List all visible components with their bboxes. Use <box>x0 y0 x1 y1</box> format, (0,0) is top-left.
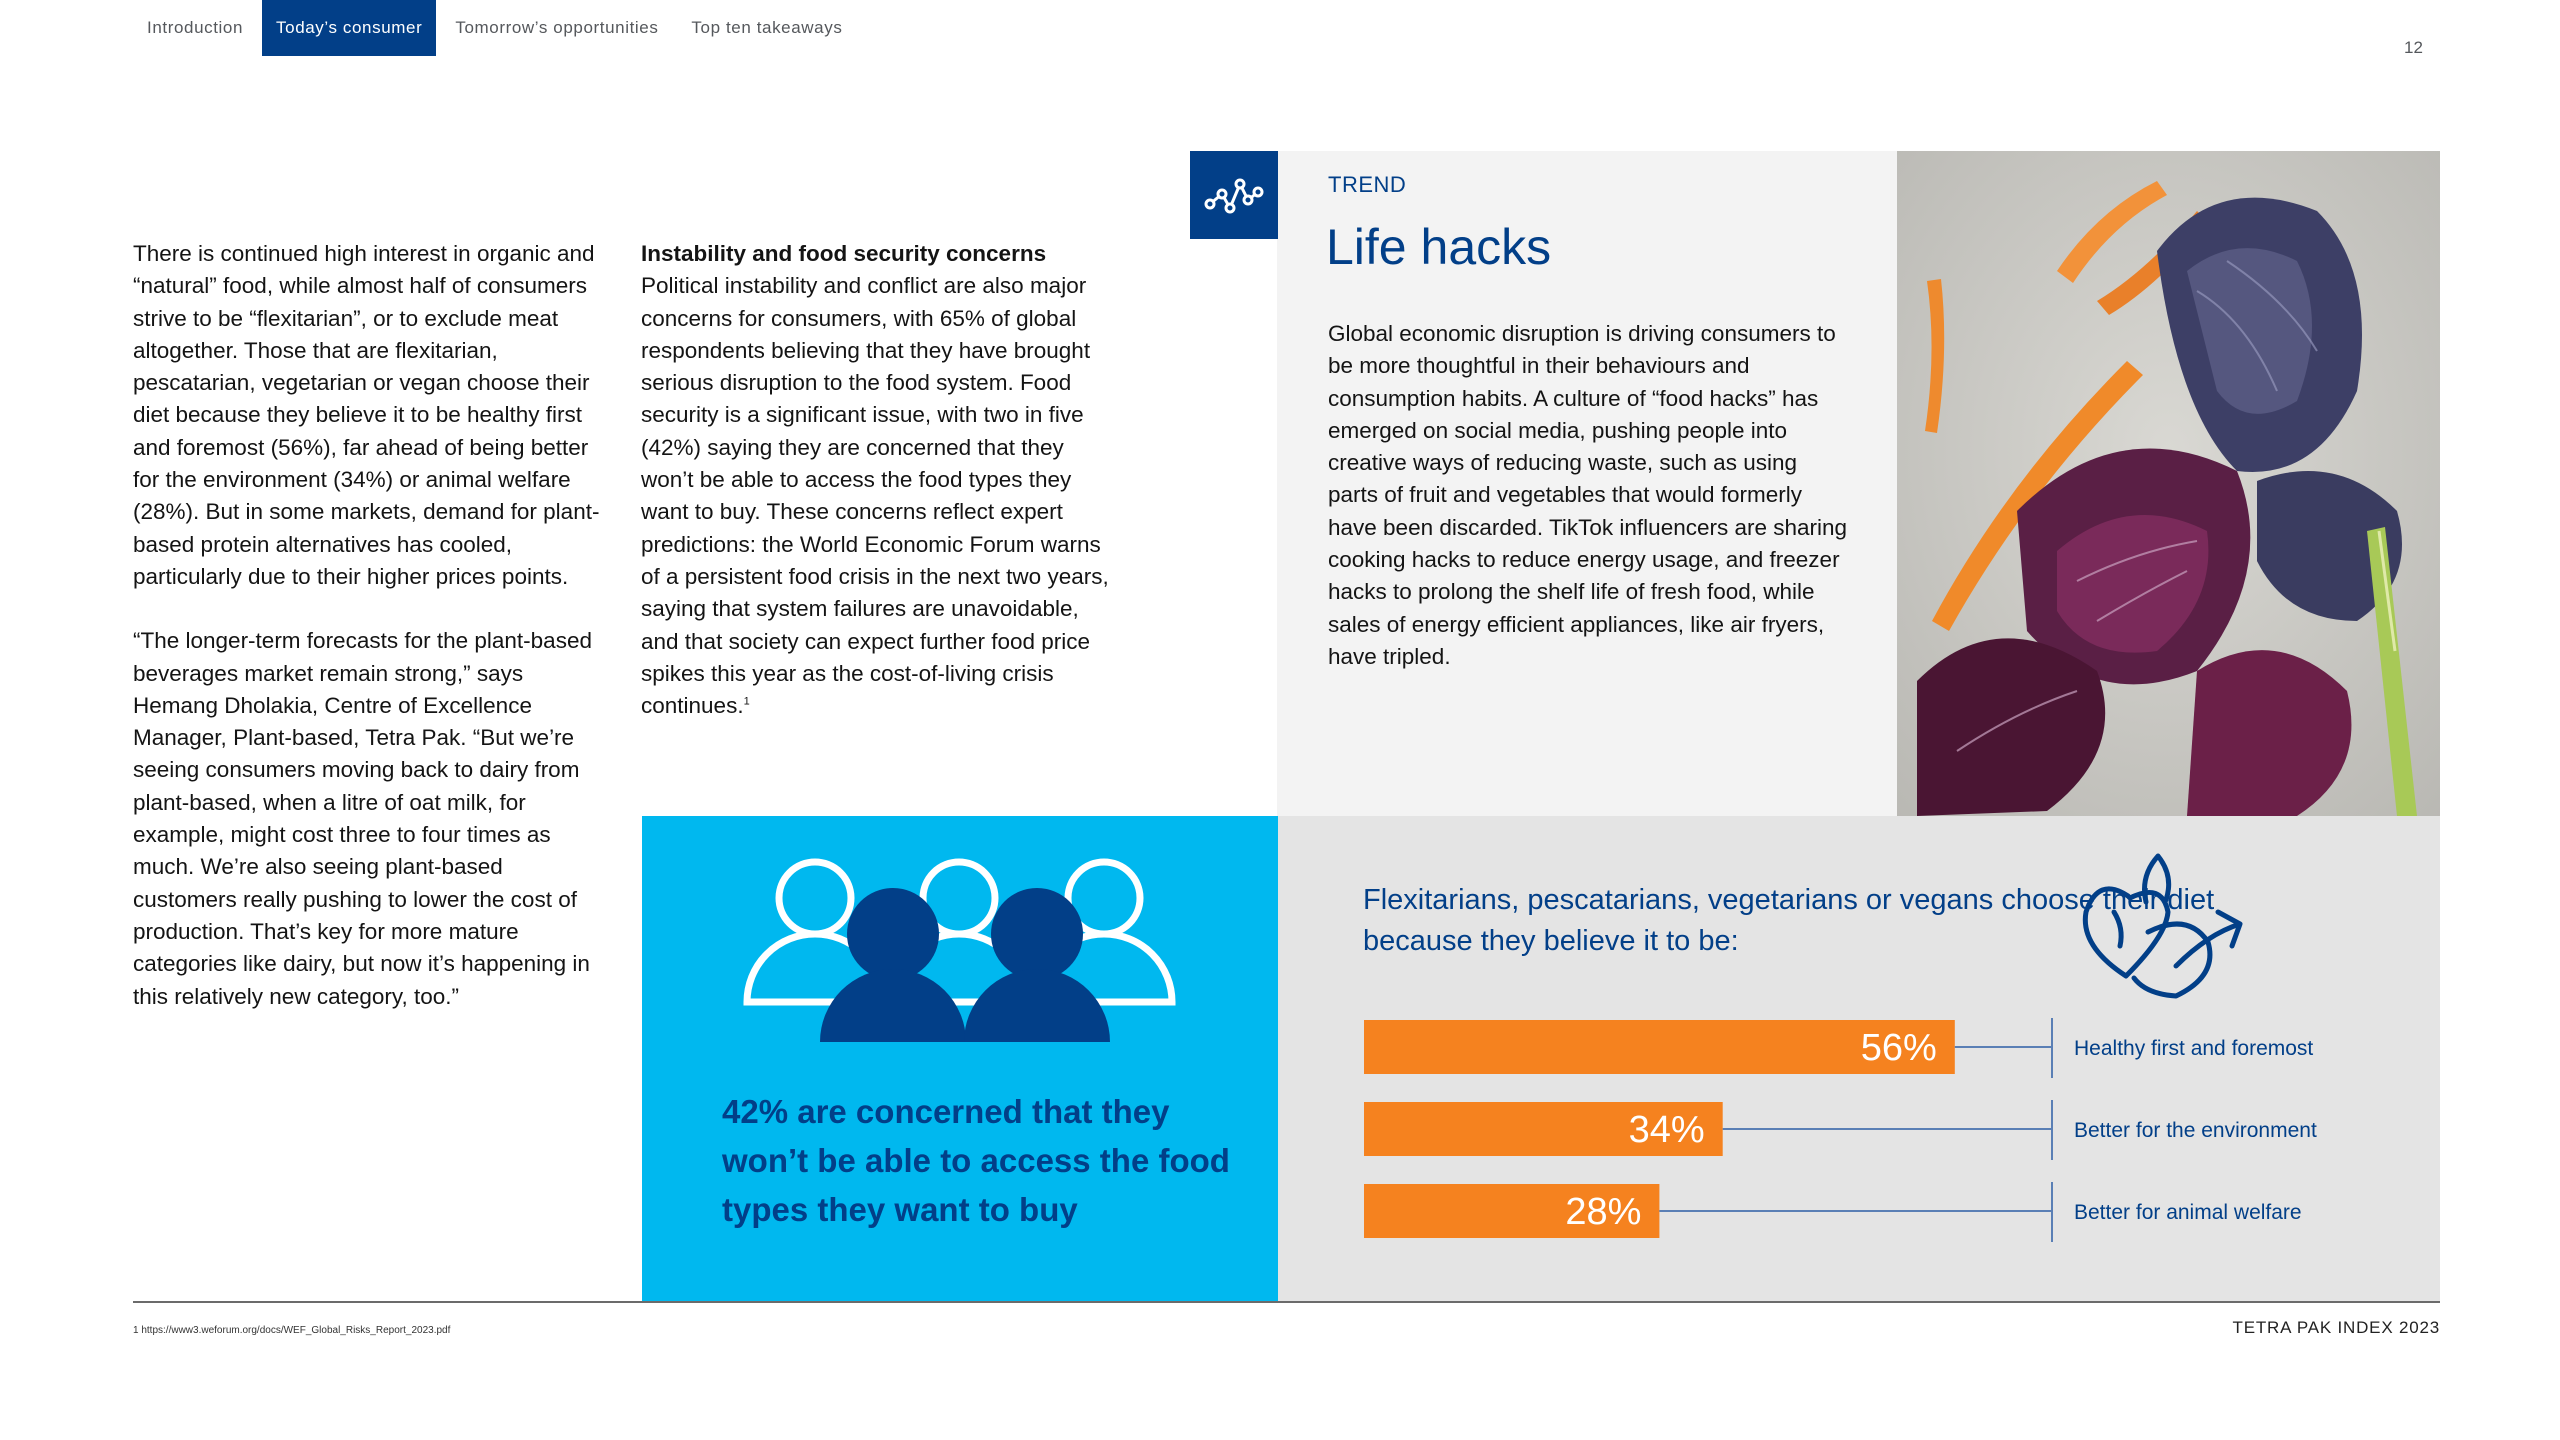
bar-category-label-3: Better for animal welfare <box>2074 1201 2302 1224</box>
page-number: 12 <box>2404 38 2423 57</box>
top-nav <box>133 0 861 56</box>
tab-top-ten-takeaways[interactable]: Top ten takeaways <box>691 18 843 37</box>
bar-value-label-2: 34% <box>1628 1109 1705 1151</box>
tab-tomorrows-opportunities[interactable]: Tomorrow’s opportunities <box>455 18 659 37</box>
footer-divider <box>133 1301 2440 1303</box>
trend-icon <box>1190 151 1278 239</box>
footnote-marker[interactable]: 1 <box>743 695 750 708</box>
footnote-link[interactable]: 1 https://www3.weforum.org/docs/WEF_Global_Risks_Report_2023.pdf <box>133 1325 451 1336</box>
bar-category-label-2: Better for the environment <box>2074 1119 2317 1142</box>
trend-network-icon <box>1204 170 1264 220</box>
brand-label: TETRA PAK INDEX 2023 <box>2232 1318 2440 1337</box>
tab-introduction[interactable]: Introduction <box>147 18 244 37</box>
bar-value-label-3: 28% <box>1565 1191 1642 1233</box>
trend-title: Life hacks <box>1326 219 1552 275</box>
bar-category-label-1: Healthy first and foremost <box>2074 1037 2314 1060</box>
paragraph-quote: “The longer-term forecasts for the plant-based beverages market remain strong,” says Hemang Dholakia, Centre of Excellence Manager, Plant-based, Tetra Pak. “But we’re seeing consumers moving back to dairy from plant-based, when a litre of oat milk, for example, might cost three to four times as much. We’re also seeing plant-based customers really pushing to lower the cost of production. That’s key for more mature categories like dairy, but now it’s happening in this relatively new category, too.” <box>133 628 592 1009</box>
people-group-icon <box>642 816 1278 1056</box>
trend-body: Global economic disruption is driving consumers to be more thoughtful in their behaviours and consumption habits. A culture of “food hacks” has emerged on social media, pushing people into creative ways of reducing waste, such as using parts of fruit and vegetables that would formerly have been discarded. TikTok influencers are sharing cooking hacks to reduce energy usage, and freezer hacks to prolong the shelf life of fresh food, while sales of energy efficient appliances, like air fryers, have tripled. <box>1328 321 1848 669</box>
trend-label: TREND <box>1328 172 1407 197</box>
paragraph-organic-interest: There is continued high interest in organic and “natural” food, while almost half of consumers strive to be “flexitarian”, or to exclude meat altogether. Those that are flexitarian, pescatarian, vegetarian or vegan choose their diet because they believe it to be healthy first and foremost (56%), far ahead of being better for the environment (34%) or animal welfare (28%). But in some markets, demand for plant-based protein alternatives has cooled, particularly due to their higher prices points. <box>133 241 600 589</box>
vegetable-peels-illustration <box>1897 151 2440 816</box>
vegetable-peels-photo <box>1897 151 2440 816</box>
tab-todays-consumer[interactable]: Today’s consumer <box>262 0 436 56</box>
body-column-2 <box>641 238 1111 722</box>
bar-value-label-1: 56% <box>1860 1027 1937 1069</box>
fruit-hearts-icon <box>2085 856 2240 996</box>
body-column-1 <box>133 238 603 1045</box>
stat-text: 42% are concerned that they won’t be able to access the food types they want to buy <box>722 1093 1230 1228</box>
bar-chart <box>1278 816 2440 1302</box>
section-heading: Instability and food security concerns <box>641 241 1047 266</box>
chart-title: Flexitarians, pescatarians, vegetarians or vegans choose their diet because they believe it to be: <box>1363 884 2215 957</box>
paragraph-food-security: Political instability and conflict are also major concerns for consumers, with 65% of global respondents believing that they have brought serious disruption to the food system. Food security is a significant issue, with two in five (42%) saying they are concerned that they won’t be able to access the food types they want to buy. These concerns reflect expert predictions: the World Economic Forum warns of a persistent food crisis in the next two years, saying that system failures are unavoidable, and that society can expect further food price spikes this year as the cost-of-living crisis continues. <box>641 273 1109 719</box>
